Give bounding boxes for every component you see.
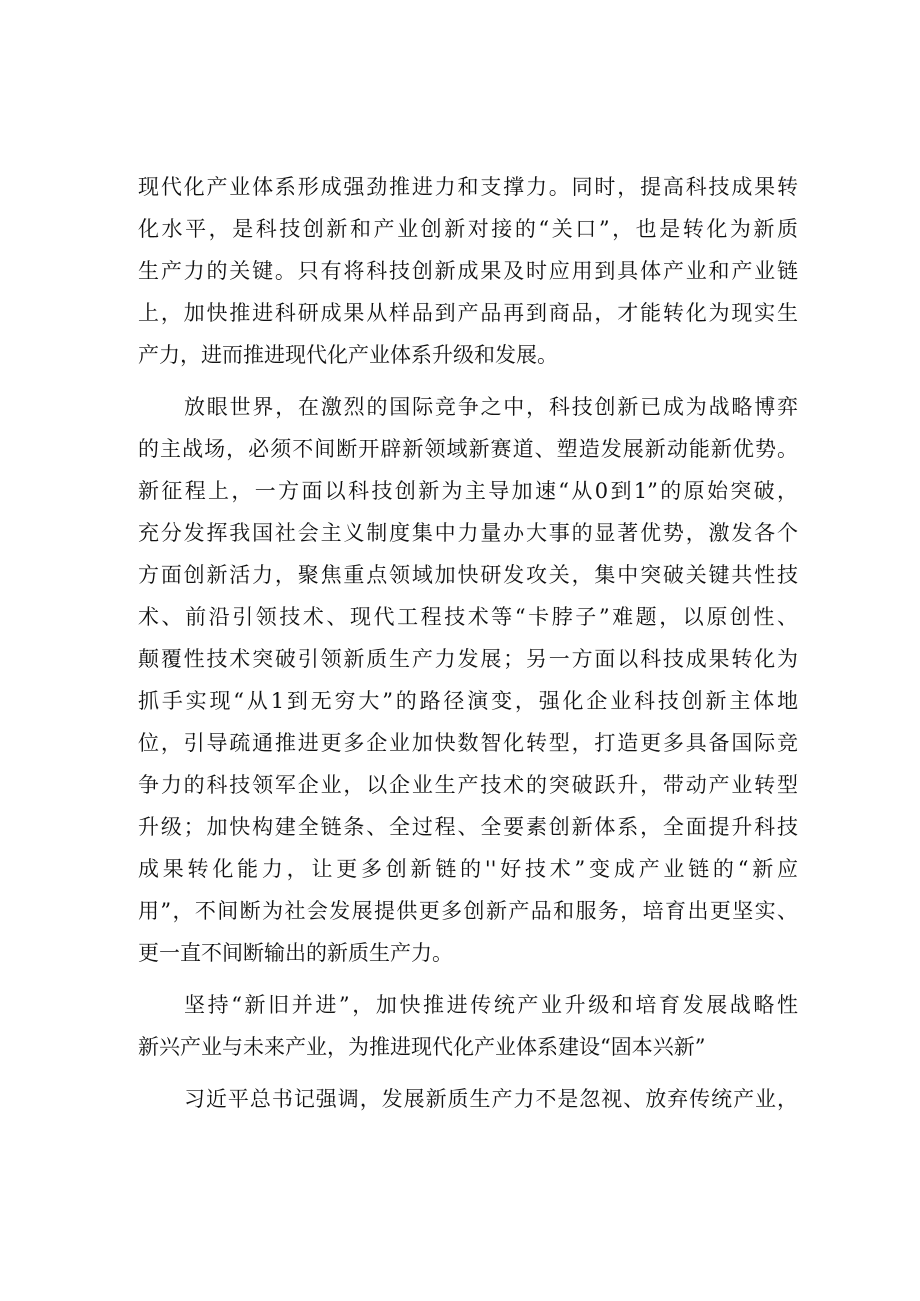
paragraph-2-line-8: 抓手实现“从1到无穷大”的路径演变，强化企业科技创新主体地 [138,689,798,713]
paragraph-2-line-4: 充分发挥我国社会主义制度集中力量办大事的显著优势，激发各个 [138,521,798,545]
paragraph-2-line-11: 升级；加快构建全链条、全过程、全要素创新体系，全面提升科技 [138,815,798,839]
paragraph-2-line-3: 新征程上，一方面以科技创新为主导加速“从0到1”的原始突破， [138,479,798,503]
paragraph-2-line-10: 争力的科技领军企业，以企业生产技术的突破跃升，带动产业转型 [138,773,798,797]
paragraph-2-line-7: 颠覆性技术突破引领新质生产力发展；另一方面以科技成果转化为 [138,647,798,671]
paragraph-2-line-2: 的主战场，必须不间断开辟新领域新赛道、塑造发展新动能新优势。 [138,437,798,461]
paragraph-2-line-6: 术、前沿引领技术、现代工程技术等“卡脖子”难题，以原创性、 [138,605,798,629]
paragraph-2-line-14: 更一直不间断输出的新质生产力。 [138,941,453,965]
paragraph-3-line-2: 新兴产业与未来产业，为推进现代化产业体系建设“固本兴新” [138,1035,706,1059]
paragraph-1-line-1: 现代化产业体系形成强劲推进力和支撑力。同时，提高科技成果转 [138,175,798,199]
paragraph-1-line-4: 上，加快推进科研成果从样品到产品再到商品，才能转化为现实生 [138,301,798,325]
paragraph-4-line-1: 习近平总书记强调，发展新质生产力不是忽视、放弃传统产业， [184,1087,798,1111]
paragraph-3-line-1: 坚持“新旧并进”，加快推进传统产业升级和培育发展战略性 [184,993,798,1017]
paragraph-1-line-5: 产力，进而推进现代化产业体系升级和发展。 [138,343,558,367]
paragraph-2-line-9: 位，引导疏通推进更多企业加快数智化转型，打造更多具备国际竞 [138,731,798,755]
paragraph-1-line-2: 化水平，是科技创新和产业创新对接的“关口”，也是转化为新质 [138,217,798,241]
paragraph-2-line-13: 用”，不间断为社会发展提供更多创新产品和服务，培育出更坚实、 [138,899,798,923]
paragraph-2-line-12: 成果转化能力，让更多创新链的''好技术”变成产业链的“新应 [138,857,798,881]
paragraph-2-line-1: 放眼世界，在激烈的国际竞争之中，科技创新已成为战略博弈 [184,395,798,419]
paragraph-2-line-5: 方面创新活力，聚焦重点领域加快研发攻关，集中突破关键共性技 [138,563,798,587]
paragraph-1-line-3: 生产力的关键。只有将科技创新成果及时应用到具体产业和产业链 [138,259,798,283]
